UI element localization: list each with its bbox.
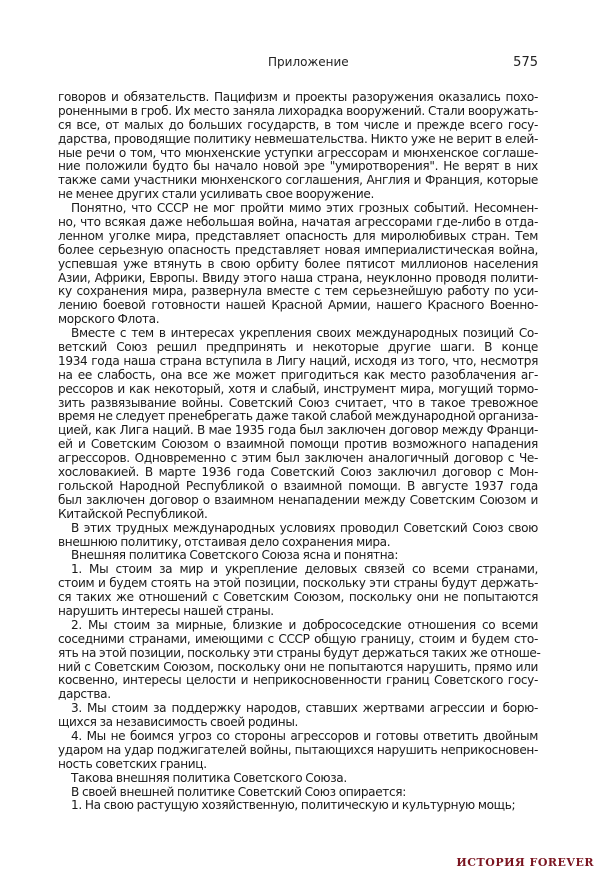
text-line: ку сохранения мира, развернула вместе с тем серьезнейшую работу по уси- [58, 284, 538, 299]
text-line: рессоров и как некоторый, хотя и слабый, инструмент мира, могущий тормо- [58, 381, 538, 396]
text-line: ние положили будто бы начало новой эре "умиротворения". Не верят в них [58, 159, 538, 174]
text-line: стоим и будем стоять на этой позиции, поскольку эти страны будут держать- [58, 576, 538, 591]
running-header [58, 55, 538, 73]
text-line: но, что всякая даже небольшая война, начатая агрессорами где-либо в отда- [58, 215, 538, 230]
text-line: время не следует пренебрегать даже такой слабой международной организа- [58, 409, 538, 424]
text-line: 4. Мы не боимся угроз со стороны агрессоров и готовы ответить двойным [71, 728, 538, 743]
text-line: В этих трудных международных условиях проводил Советский Союз свою [71, 520, 538, 535]
text-line: более серьезную опасность представляет новая империалистическая война, [58, 242, 538, 257]
text-line: Азии, Африки, Европы. Ввиду этого наша страна, неуклонно проводя полити- [58, 270, 538, 285]
text-line: не менее других стали усиливать свое вооружение. [58, 187, 374, 202]
text-line: В своей внешней политике Советский Союз опирается: [71, 784, 406, 799]
text-line: хословакией. В марте 1936 года Советский Союз заключил договор с Мон- [58, 465, 538, 480]
page-number: 575 [513, 55, 538, 70]
text-line: зить развязывание войны. Советский Союз считает, что в такое тревожное [58, 395, 538, 410]
body-text [58, 90, 541, 813]
text-line: 1. Мы стоим за мир и укрепление деловых связей со всеми странами, [71, 562, 538, 577]
text-line: ударом на удар поджигателей войны, пытающихся нарушить неприкосновен- [58, 742, 538, 757]
watermark-logo: ИСТОРИЯ FOREVER [456, 856, 594, 869]
text-line: соседними странами, имеющими с СССР общую границу, стоим и будем сто- [58, 631, 538, 646]
text-line: косвенно, интересы целости и неприкосновенности границ Советского госу- [58, 673, 538, 688]
text-line: ний с Советским Союзом, поскольку они не попытаются нарушить, прямо или [58, 659, 538, 674]
text-line: дарства. [58, 687, 111, 702]
section-title: Приложение [268, 55, 349, 69]
text-line: ять на этой позиции, поскольку эти страны будут держаться таких же отноше- [58, 645, 541, 660]
text-line: успевшая уже втянуть в свою орбиту более пятисот миллионов населения [58, 256, 538, 271]
text-line: был заключен договор о взаимном ненападении между Советским Союзом и [58, 492, 538, 507]
text-line: цией, как Лига наций. В мае 1935 года был заключен договор между Франци- [58, 423, 538, 438]
text-line: Такова внешняя политика Советского Союза. [71, 770, 347, 785]
text-line: 3. Мы стоим за поддержку народов, ставших жертвами агрессии и борю- [71, 701, 538, 716]
text-line: агрессоров. Одновременно с этим был заключен аналогичный договор с Че- [58, 451, 538, 466]
text-line: роненными в гроб. Их место заняла лихорадка вооружений. Стали вооружать- [58, 103, 538, 118]
text-line: ленном уголке мира, представляет опасность для миролюбивых стран. Тем [58, 228, 538, 243]
text-line: также сами участники мюнхенского соглашения, Англия и Франция, которые [58, 173, 538, 188]
text-line: нарушить интересы нашей страны. [58, 603, 274, 618]
text-line: 2. Мы стоим за мирные, близкие и добрососедские отношения со всеми [71, 617, 538, 632]
text-line: на ее слабость, она все же может пригодиться как место разоблачения аг- [58, 367, 538, 382]
text-line: Вместе с тем в интересах укрепления своих международных позиций Со- [71, 326, 538, 341]
text-line: гольской Народной Республикой о взаимной помощи. В августе 1937 года [58, 478, 538, 493]
text-line: ся все, от малых до больших государств, в том числе и прежде всего госу- [58, 117, 538, 132]
text-line: Внешняя политика Советского Союза ясна и понятна: [71, 548, 399, 563]
text-line: внешнюю политику, отстаивая дело сохранения мира. [58, 534, 391, 549]
text-line: морского Флота. [58, 312, 160, 327]
text-line: дарства, проводящие политику невмешательства. Никто уже не верит в елей- [58, 131, 538, 146]
text-line: лению боевой готовности нашей Красной Армии, нашего Красного Военно- [58, 298, 538, 313]
text-line: щихся за независимость своей родины. [58, 715, 299, 730]
text-line: ные речи о том, что мюнхенские уступки агрессорам и мюнхенское соглаше- [58, 145, 538, 160]
text-line: Понятно, что СССР не мог пройти мимо этих грозных событий. Несомнен- [71, 201, 538, 216]
text-line: 1934 года наша страна вступила в Лигу наций, исходя из того, что, несмотря [58, 353, 538, 368]
text-line: говоров и обязательств. Пацифизм и проекты разоружения оказались похо- [58, 90, 538, 104]
text-line: ей и Советским Союзом о взаимной помощи против возможного нападения [58, 437, 538, 452]
text-line: 1. На свою растущую хозяйственную, политическую и культурную мощь; [71, 798, 516, 813]
text-line: ность советских границ. [58, 756, 207, 771]
text-line: Китайской Республикой. [58, 506, 208, 521]
text-line: ся таких же отношений с Советским Союзом, поскольку они не попытаются [58, 590, 538, 605]
text-line: ветский Союз решил предпринять и некоторые другие шаги. В конце [58, 340, 538, 355]
